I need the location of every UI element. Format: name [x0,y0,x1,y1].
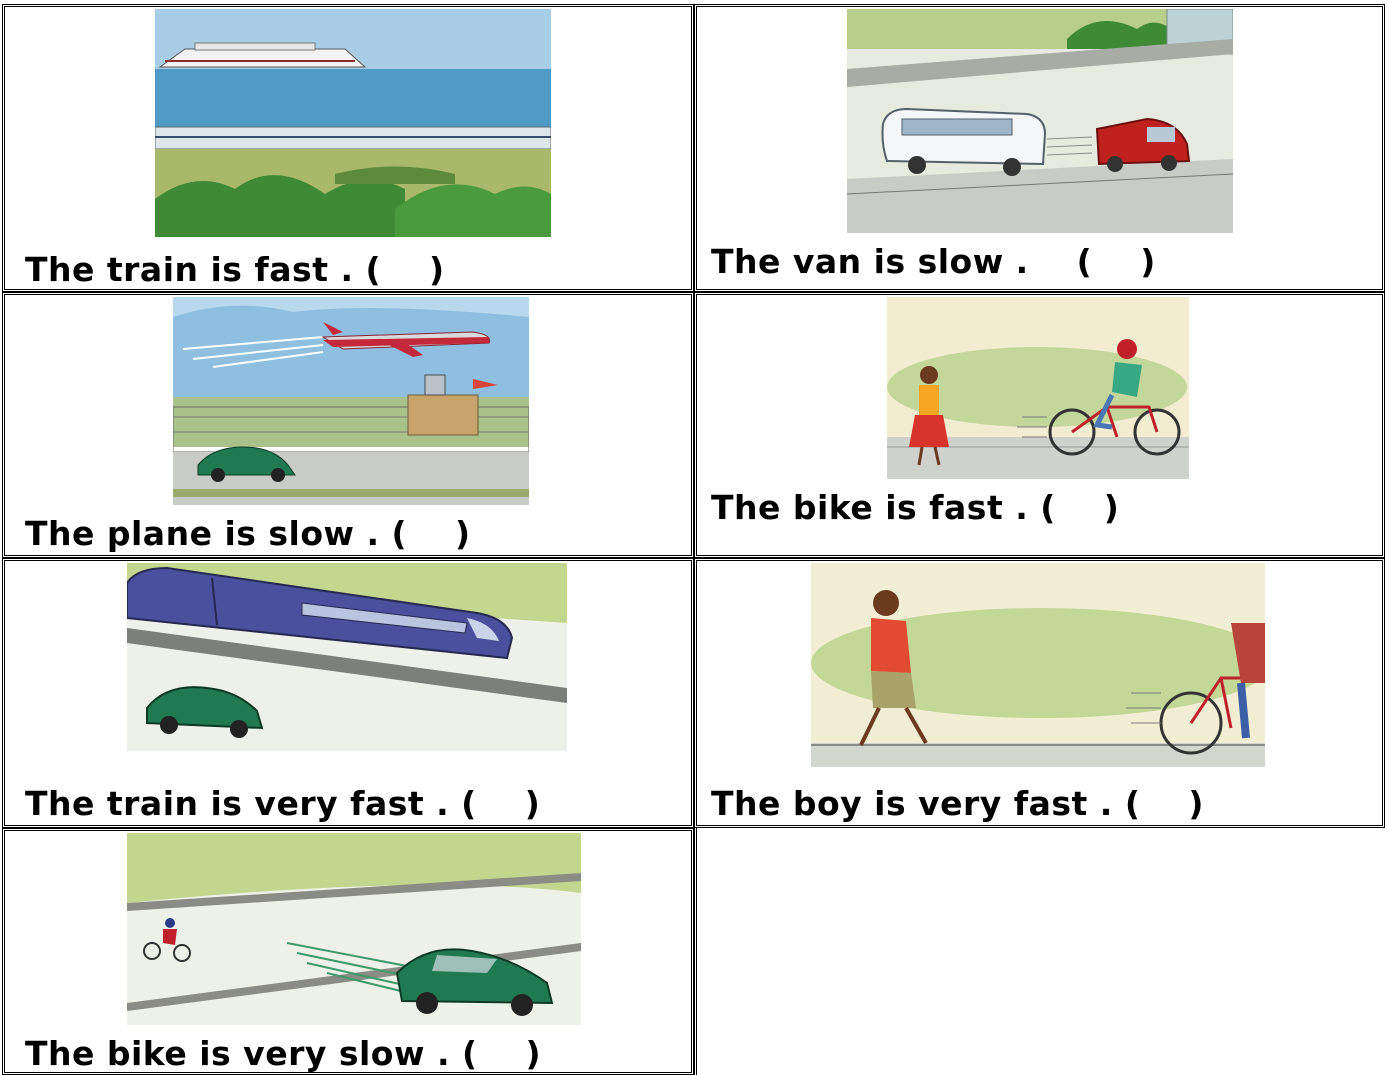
cyclist-and-car-illustration [127,833,581,1025]
empty-cell [694,828,1385,1075]
cell-bike-very-slow [2,828,694,1075]
sentence-text: The bike is very slow . ( ) [25,1034,542,1073]
sentence-text: The van is slow . ( ) [711,242,1156,281]
sentence-text: The plane is slow . ( ) [25,514,471,553]
cell-bike-fast [694,292,1385,558]
sentence-text: The train is very fast . ( ) [25,784,541,823]
girl-and-cyclist-illustration [887,297,1189,479]
sentence-text: The boy is very fast . ( ) [711,784,1204,823]
bus-and-van-illustration [847,9,1233,233]
cell-boy-very-fast [694,558,1385,828]
sentence-text: The train is fast . ( ) [25,250,445,289]
cell-plane-slow [2,292,694,558]
cell-train-very-fast [2,558,694,828]
ship-and-train-illustration [155,9,551,237]
cell-train-fast [2,4,694,292]
cell-van-slow [694,4,1385,292]
train-and-car-illustration [127,563,567,751]
sentence-text: The bike is fast . ( ) [711,488,1120,527]
plane-and-car-illustration [173,297,529,505]
boy-and-cyclist-illustration [811,563,1265,767]
